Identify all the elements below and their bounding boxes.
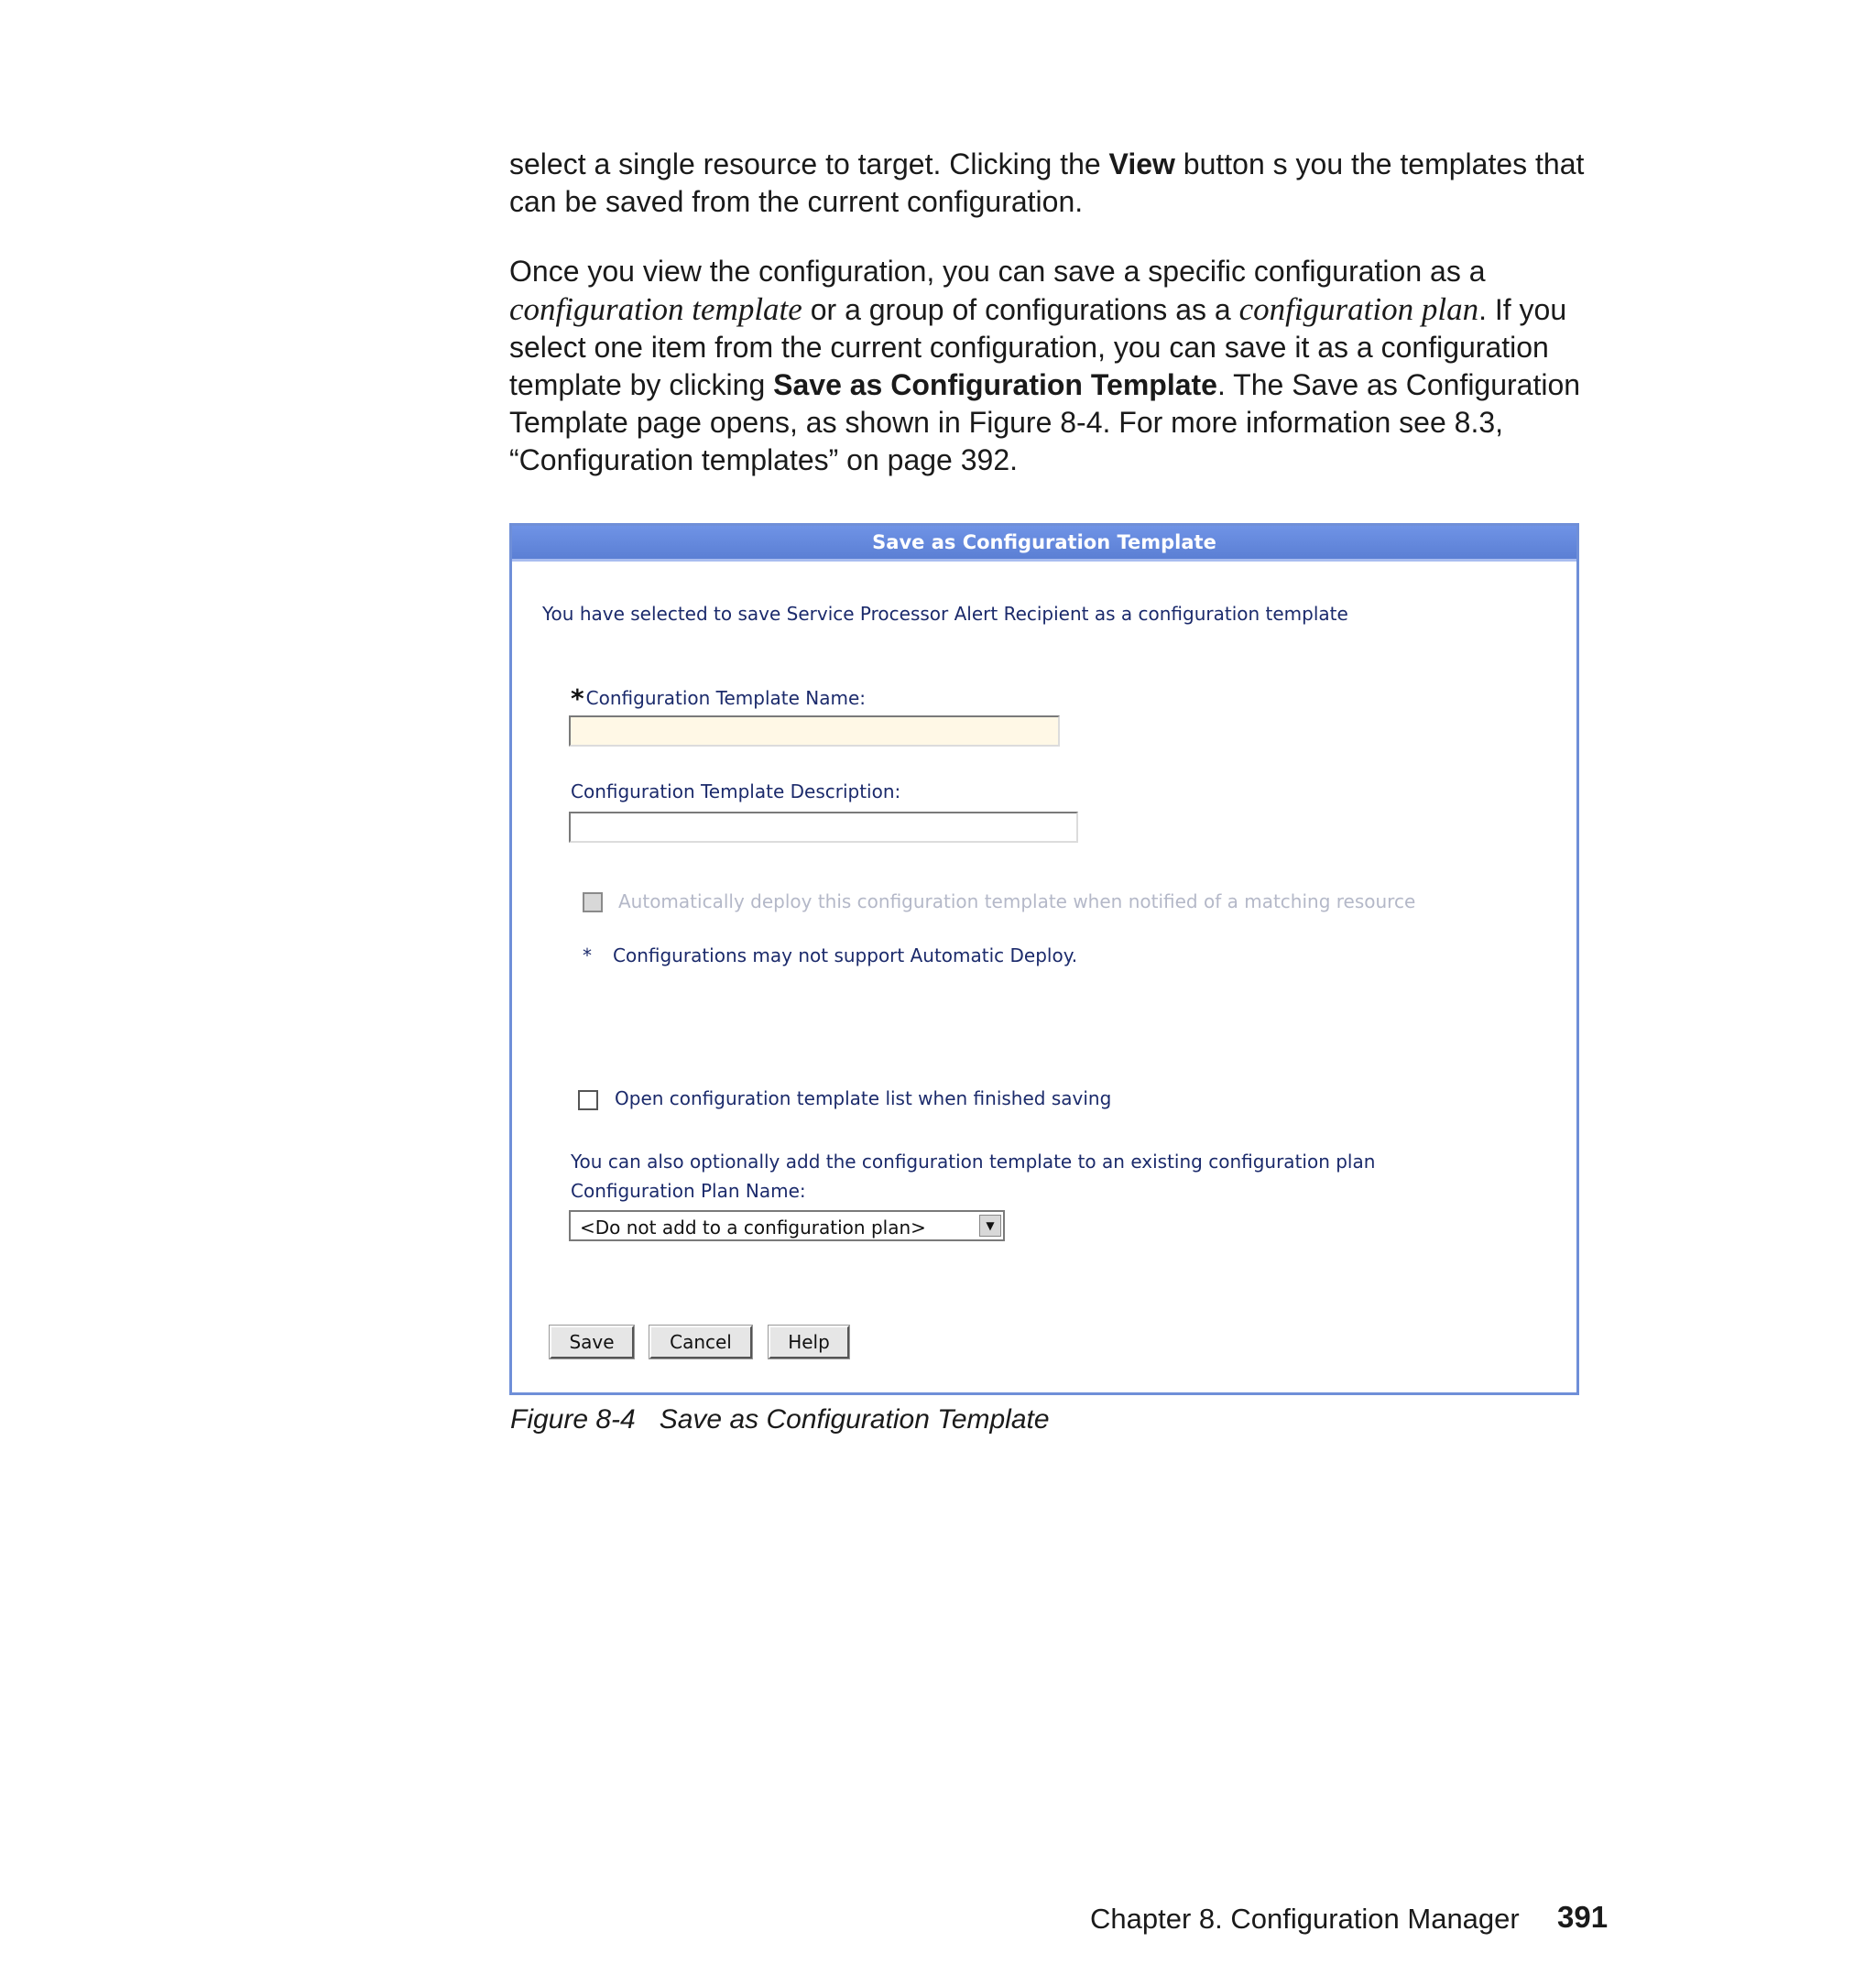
para2-text-2: or a group of configurations as a [802,293,1239,326]
note-asterisk: * [583,944,592,966]
figure-title: Save as Configuration Template [659,1404,1050,1435]
chevron-down-icon[interactable]: ▼ [979,1215,1001,1237]
help-button[interactable]: Help [769,1326,849,1359]
auto-deploy-note: Configurations may not support Automatic Deploy. [613,944,1078,966]
para2-bold-save-template: Save as Configuration Template [773,368,1217,401]
auto-deploy-checkbox [583,892,603,912]
plan-name-select[interactable] [569,1210,1005,1241]
required-asterisk: * [571,683,584,714]
open-list-checkbox[interactable] [578,1090,598,1110]
para1-text-end: button s you the templates that can be saved from the current configuration. [509,147,1585,218]
footer-chapter: Chapter 8. Configuration Manager [1090,1903,1520,1935]
dialog-title: Save as Configuration Template [512,526,1576,562]
optional-plan-text: You can also optionally add the configuration template to an existing configuration plan [571,1151,1376,1173]
para1-bold-view: View [1108,147,1175,180]
save-template-dialog [509,523,1579,1395]
cancel-button[interactable]: Cancel [649,1326,752,1359]
figure-number: Figure 8-4 [510,1404,636,1435]
open-list-label: Open configuration template list when finished saving [615,1087,1112,1109]
page-number: 391 [1557,1900,1609,1934]
template-name-label [571,683,866,714]
para2-text-3: . If you select one item from the current configuration, you can save it as a configuration template by clicking [509,293,1567,401]
template-description-input[interactable] [569,812,1078,843]
template-description-label: Configuration Template Description: [571,780,901,802]
para2-italic-template: configuration template [509,291,802,327]
save-button[interactable]: Save [550,1326,634,1359]
template-name-input[interactable] [569,715,1060,747]
auto-deploy-label: Automatically deploy this configuration template when notified of a matching resource [618,890,1416,912]
para1-text: select a single resource to target. Clicking the [509,147,1109,180]
plan-select-value: <Do not add to a configuration plan> [580,1217,926,1239]
plan-name-label: Configuration Plan Name: [571,1180,806,1202]
para2-text-4: . The Save as Configuration Template page opens, as shown in Figure 8-4. For more information see 8.3, “Configuration templates” on page 392. [509,368,1581,476]
paragraph-intro [509,146,1590,221]
template-name-label-text: Configuration Template Name: [585,687,867,709]
figure-caption [510,1404,1050,1435]
para2-text-1: Once you view the configuration, you can save a specific configuration as a [509,255,1486,288]
paragraph-save-template [509,253,1590,479]
para2-italic-plan: configuration plan [1238,291,1479,327]
dialog-intro-text: You have selected to save Service Processor Alert Recipient as a configuration template [542,603,1348,625]
